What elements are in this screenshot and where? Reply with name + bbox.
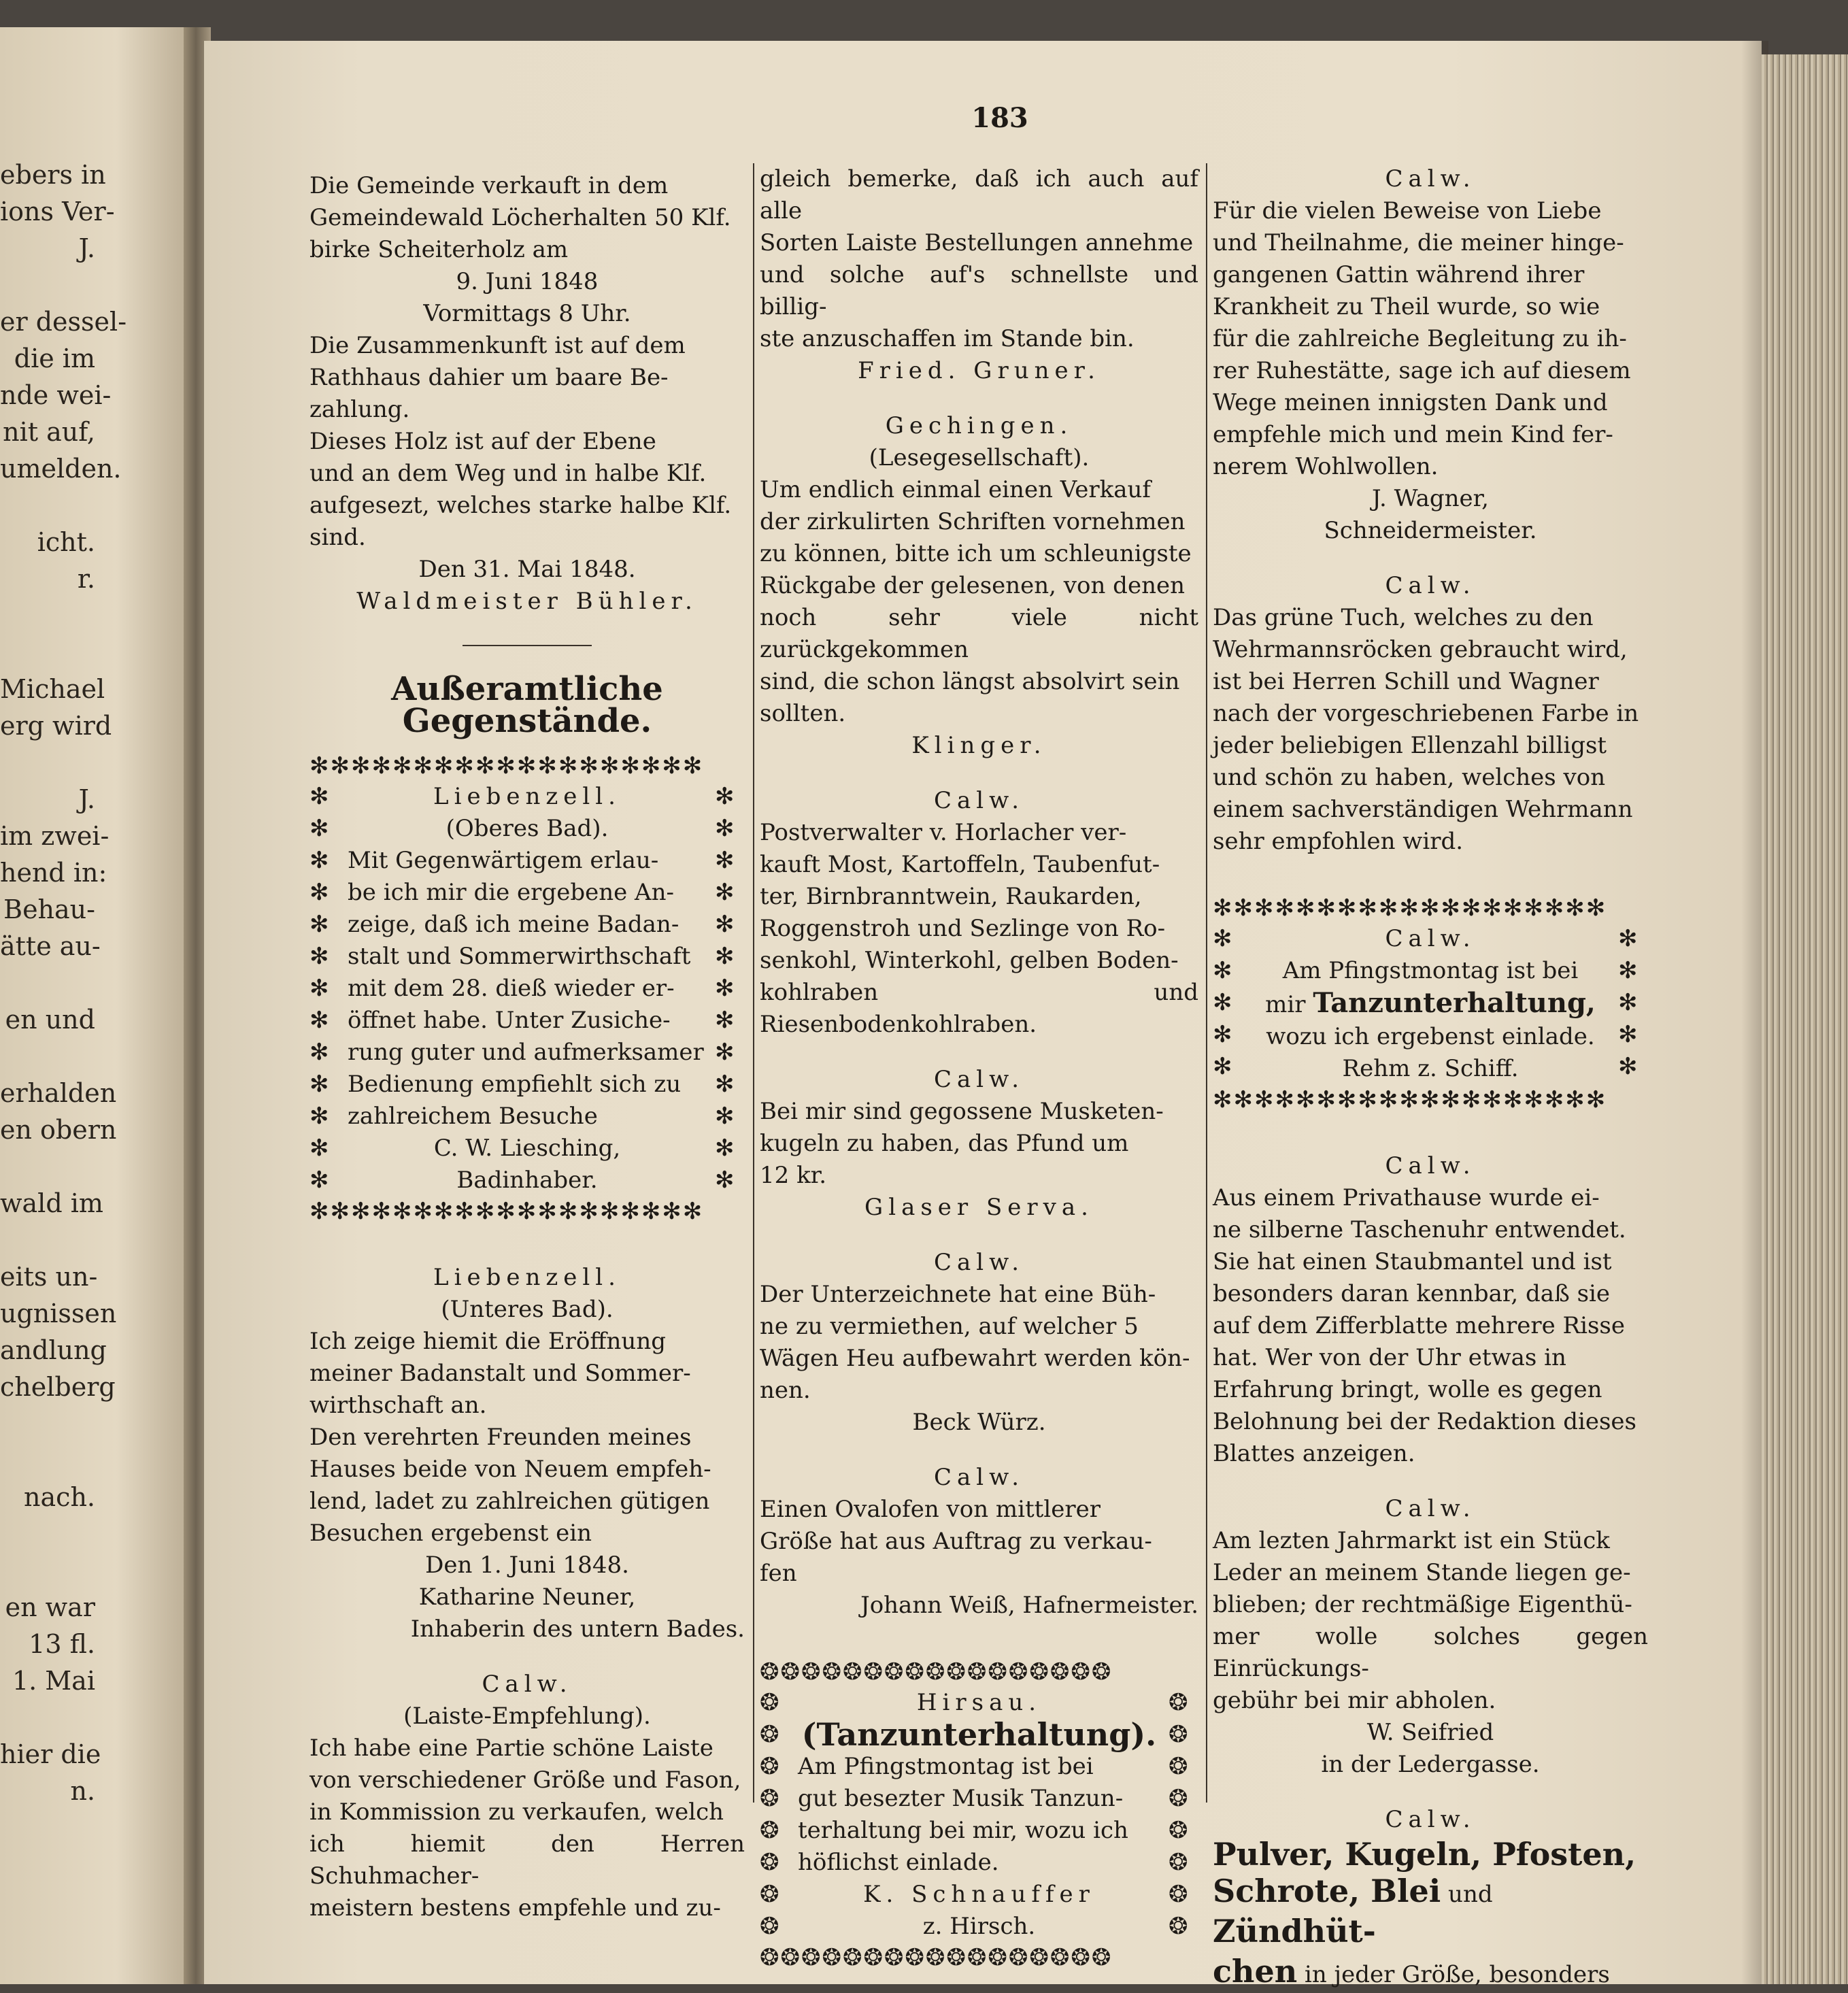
ad-body [309, 1732, 745, 1924]
text-line: Für die vielen Beweise von Liebe [1213, 197, 1602, 224]
ad-body: wozu ich ergebenst einlade. [1266, 1023, 1595, 1050]
ad-body [760, 817, 1198, 1041]
ad-liebenzell-unteres-bad [309, 1262, 745, 1645]
ad-calw-pulver [1213, 1804, 1648, 1993]
ad-calw-danksagung [1213, 163, 1648, 547]
left-fragment-line [0, 1515, 184, 1552]
text-line: Blattes anzeigen. [1213, 1440, 1415, 1467]
left-fragment-line: nde wei- [0, 380, 112, 410]
left-fragment-line: Behau- [3, 894, 95, 924]
ad-liebenzell-oberes-bad [309, 751, 745, 1226]
ad-place: Calw. [1385, 1495, 1476, 1522]
text-line: zeige, daß ich meine Badan- [348, 911, 679, 938]
ad-body [1213, 195, 1648, 483]
ad-calw-laiste [309, 1669, 745, 1924]
text-line: Belohnung bei der Redaktion dieses [1213, 1408, 1636, 1435]
left-fragment-line [0, 1038, 184, 1075]
text-line: ste anzuschaffen im Stande bin. [760, 325, 1135, 352]
text-line: ne zu vermiethen, auf welcher 5 [760, 1313, 1139, 1340]
text-line: in Kommission zu verkaufen, welch [309, 1798, 724, 1826]
left-fragment-line: n. [70, 1776, 95, 1806]
ad-place: Calw. [933, 1066, 1025, 1093]
left-page-text-fragments [0, 156, 184, 1809]
ad-body [1213, 1182, 1648, 1470]
text-line: rung guter und aufmerksamer [348, 1039, 704, 1066]
text-line: Die Zusammenkunft ist auf dem [309, 332, 686, 359]
ad-body [760, 1096, 1198, 1192]
text-line: nen. [760, 1377, 811, 1404]
left-fragment-line: erg wird [0, 711, 112, 741]
text-line: fen [760, 1560, 797, 1587]
left-fragment-line: Michael [0, 674, 105, 704]
text-line: höflichst einlade. [798, 1849, 999, 1876]
text-line: Am Pfingstmontag ist bei [798, 1753, 1094, 1780]
text-line: ne silberne Taschenuhr entwendet. [1213, 1216, 1626, 1243]
text-line: Hauses beide von Neuem empfeh- [309, 1456, 711, 1483]
left-fragment-line: ions Ver- [0, 197, 115, 227]
ornament-border-top: ✻✻✻✻✻✻✻✻✻✻✻✻✻✻✻✻✻✻✻ [309, 752, 704, 780]
column-rule-1 [753, 163, 754, 1803]
text-line: zahlreichem Besuche [348, 1103, 598, 1130]
text-line: Bei mir sind gegossene Musketen- [760, 1098, 1164, 1125]
ad-signature: Waldmeister Bühler. [356, 588, 698, 615]
ad-body: Am Pfingstmontag ist bei [1282, 957, 1579, 984]
ad-signature-title: in der Ledergasse. [1321, 1751, 1540, 1778]
text-line: wirthschaft an. [309, 1392, 487, 1419]
text-line: ist bei Herren Schill und Wagner [1213, 668, 1599, 695]
left-fragment-line: nit auf, [3, 417, 95, 447]
left-fragment-line [0, 487, 184, 524]
left-fragment-line: hend in: [0, 858, 107, 888]
ad-calw-horlacher [760, 785, 1198, 1041]
ad-calw-tanz [1213, 893, 1648, 1115]
ornament-border-bottom: ✻✻✻✻✻✻✻✻✻✻✻✻✻✻✻✻✻✻✻ [1213, 1086, 1607, 1113]
left-fragment-line [0, 1442, 184, 1479]
ad-place: Calw. [933, 1249, 1025, 1276]
left-fragment-line: en war [5, 1592, 95, 1622]
text-line: kugeln zu haben, das Pfund um [760, 1130, 1129, 1157]
text-line: zu können, bitte ich um schleunigste [760, 540, 1192, 567]
text-line: meiner Badanstalt und Sommer- [309, 1360, 691, 1387]
ad-subtitle: (Laiste-Empfehlung). [403, 1703, 651, 1730]
ad-body [309, 170, 745, 266]
left-fragment-line: die im [14, 344, 95, 373]
ad-time: Vormittags 8 Uhr. [423, 300, 631, 327]
left-fragment-line: umelden. [0, 454, 122, 484]
left-fragment-line [0, 1222, 184, 1258]
text-line: sehr empfohlen wird. [1213, 828, 1464, 855]
text-line: Sorten Laiste Bestellungen annehme [760, 229, 1194, 256]
left-fragment-line: 1. Mai [12, 1666, 95, 1696]
text-line: stalt und Sommerwirthschaft [348, 943, 691, 970]
ad-body [760, 1279, 1198, 1407]
ad-body [348, 845, 707, 1133]
text-line: Roggenstroh und Sezlinge von Ro- [760, 915, 1166, 942]
ad-calw-musketenkugeln [760, 1064, 1198, 1224]
text-line: noch sehr viele nicht zurückgekommen [760, 604, 1198, 663]
text-line: Ich zeige hiemit die Eröffnung [309, 1328, 666, 1355]
left-fragment-line: 13 fl. [29, 1629, 95, 1659]
section-divider [463, 645, 592, 646]
text-line: gebühr bei mir abholen. [1213, 1687, 1496, 1714]
text-line: terhaltung bei mir, wozu ich [798, 1817, 1128, 1844]
left-fragment-line: hier die [0, 1739, 101, 1769]
ornament-border-right: ✻✻✻✻✻✻✻✻✻✻✻✻✻ [715, 783, 735, 1194]
text-line: jeder beliebigen Ellenzahl billigst [1213, 732, 1607, 759]
ad-place: Calw. [482, 1671, 573, 1698]
text-line: aufgesezt, welches starke halbe Klf. [309, 492, 732, 519]
left-fragment-line: er dessel- [0, 307, 127, 337]
ornament-border-bottom: ✻✻✻✻✻✻✻✻✻✻✻✻✻✻✻✻✻✻✻ [309, 1198, 704, 1225]
left-fragment-line: r. [77, 564, 95, 594]
ad-dateline: Den 31. Mai 1848. [418, 556, 636, 583]
text-line: ter, Birnbranntwein, Raukarden, [760, 883, 1142, 910]
left-fragment-line [0, 597, 184, 634]
ad-body [760, 1494, 1198, 1590]
left-fragment-line: ugnissen [0, 1299, 117, 1328]
ad-calw-buehne [760, 1247, 1198, 1439]
text-line: Der Unterzeichnete hat eine Büh- [760, 1281, 1156, 1308]
ornament-border-left: ✻✻✻✻✻ [1213, 925, 1232, 1080]
ad-body [309, 1326, 745, 1550]
text-line: und solche auf's schnellste und billig- [760, 261, 1198, 320]
text-line: hat. Wer von der Uhr etwas in [1213, 1344, 1566, 1371]
ad-highlight: Tanzunterhaltung, [1313, 987, 1596, 1019]
ad-signature: Johann Weiß, Hafnermeister. [860, 1592, 1198, 1619]
ad-signature: Fried. Gruner. [858, 357, 1101, 384]
text-line: und an dem Weg und in halbe Klf. [309, 460, 707, 487]
ad-signature: C. W. Liesching, [433, 1135, 621, 1162]
text-line: rer Ruhestätte, sage ich auf diesem [1213, 357, 1631, 384]
text-line: Erfahrung bringt, wolle es gegen [1213, 1376, 1602, 1403]
text-line: und schön zu haben, welches von [1213, 764, 1606, 791]
text-line: Sie hat einen Staubmantel und ist [1213, 1248, 1612, 1275]
left-fragment-line: wald im [0, 1188, 103, 1218]
text-line: empfehle mich und mein Kind fer- [1213, 421, 1613, 448]
left-fragment-line [0, 965, 184, 1001]
text-line: Gemeindewald Löcherhalten 50 Klf. [309, 204, 731, 231]
text-line: 12 kr. [760, 1162, 826, 1189]
text-line: Den verehrten Freunden meines [309, 1424, 692, 1451]
ad-place: Calw. [1385, 1152, 1476, 1179]
text-line: kauft Most, Kartoffeln, Taubenfut- [760, 851, 1160, 878]
ad-body: mir Tanzunterhaltung, [1265, 987, 1596, 1019]
text-line: Am lezten Jahrmarkt ist ein Stück [1213, 1527, 1610, 1554]
ad-body [1213, 1525, 1648, 1717]
ad-signature: W. Seifried [1366, 1719, 1494, 1746]
ad-signature: K. Schnauffer [863, 1881, 1095, 1908]
left-fragment-line [0, 1148, 184, 1185]
ad-place: Gechingen. [885, 412, 1073, 439]
text-line: Postverwalter v. Horlacher ver- [760, 819, 1127, 846]
text-line: mer wolle solches gegen Einrückungs- [1213, 1623, 1648, 1682]
text-line: besonders daran kennbar, daß sie [1213, 1280, 1611, 1307]
text-line: sind, die schon längst absolvirt sein [760, 668, 1180, 695]
left-fragment-line: eits un- [0, 1262, 98, 1292]
text-line: gut besezter Musik Tanzun- [798, 1785, 1124, 1812]
ad-subtitle: (Unteres Bad). [441, 1296, 614, 1323]
left-fragment-line [0, 744, 184, 781]
text-line: be ich mir die ergebene An- [348, 879, 674, 906]
ad-place: Hirsau. [916, 1689, 1042, 1716]
column-rule-2 [1206, 163, 1207, 1803]
text-line: Leder an meinem Stande liegen ge- [1213, 1559, 1631, 1586]
left-fragment-line [0, 1552, 184, 1589]
ad-body [1213, 602, 1648, 858]
ad-date: 9. Juni 1848 [456, 268, 599, 295]
ad-subtitle: (Lesegesellschaft). [869, 444, 1090, 471]
ad-signature-title: Schneidermeister. [1324, 517, 1537, 544]
ad-calw-ovalofen [760, 1462, 1198, 1622]
left-fragment-line: J. [78, 233, 95, 263]
text-line: gleich bemerke, daß ich auch auf alle [760, 165, 1198, 224]
text-line: Wege meinen innigsten Dank und [1213, 389, 1608, 416]
ad-subtitle: (Tanzunterhaltung). [801, 1716, 1157, 1753]
text-line: einem sachverständigen Wehrmann [1213, 796, 1633, 823]
text-line: birke Scheiterholz am [309, 236, 569, 263]
text-line: Krankheit zu Theil wurde, so wie [1213, 293, 1600, 320]
text-line: Ich habe eine Partie schöne Laiste [309, 1735, 713, 1762]
text-line: lend, ladet zu zahlreichen gütigen [309, 1488, 710, 1515]
ornament-border-right: ❂❂❂❂❂❂❂❂ [1169, 1689, 1188, 1940]
ad-body [760, 474, 1198, 730]
page-edges [1762, 54, 1848, 1984]
text-line: gangenen Gattin während ihrer [1213, 261, 1585, 288]
text-line: Mit Gegenwärtigem erlau- [348, 847, 659, 874]
ad-place: Calw. [933, 787, 1025, 814]
section-heading: Außeramtliche Gegenstände. [391, 670, 663, 740]
ornament-border-left: ✻✻✻✻✻✻✻✻✻✻✻✻✻ [309, 783, 329, 1194]
ad-hirsau-tanz [760, 1657, 1198, 1973]
ad-signature-title: Badinhaber. [456, 1167, 598, 1194]
ad-signature: J. Wagner, [1372, 485, 1489, 512]
ad-place: Calw. [933, 1464, 1025, 1491]
ad-gechingen [760, 410, 1198, 762]
ornament-border-top: ✻✻✻✻✻✻✻✻✻✻✻✻✻✻✻✻✻✻✻ [1213, 894, 1607, 922]
text-line: Die Gemeinde verkauft in dem [309, 172, 669, 199]
ornament-border-left: ❂❂❂❂❂❂❂❂ [760, 1689, 779, 1940]
left-fragment-line: ätte au- [0, 931, 101, 961]
ornament-border-bottom: ❂❂❂❂❂❂❂❂❂❂❂❂❂❂❂❂❂ [760, 1944, 1113, 1971]
text-line: öffnet habe. Unter Zusiche- [348, 1007, 671, 1034]
ad-body [309, 330, 745, 554]
ad-laiste-continued [760, 163, 1198, 387]
ad-signature: Glaser Serva. [864, 1194, 1094, 1221]
text-line: Das grüne Tuch, welches zu den [1213, 604, 1594, 631]
text-line: senkohl, Winterkohl, gelben Boden- [760, 947, 1179, 974]
left-fragment-line [0, 1699, 184, 1736]
ad-signature: Beck Würz. [912, 1409, 1046, 1436]
text-line: nerem Wohlwollen. [1213, 453, 1439, 480]
ad-place: Calw. [1385, 925, 1476, 952]
text-line: kohlraben und Riesenbodenkohlraben. [760, 979, 1198, 1038]
left-fragment-line [0, 634, 184, 671]
left-fragment-line [0, 267, 184, 303]
text-line: Wägen Heu aufbewahrt werden kön- [760, 1345, 1190, 1372]
text-line: sind. [309, 524, 366, 551]
text-line: Um endlich einmal einen Verkauf [760, 476, 1151, 503]
text-line: Rathhaus dahier um baare Be- [309, 364, 669, 391]
ad-signature-title: z. Hirsch. [922, 1913, 1036, 1940]
left-fragment-line: J. [78, 784, 95, 814]
left-fragment-line [0, 1405, 184, 1442]
text-line: ich hiemit den Herren Schuhmacher- [309, 1830, 745, 1890]
text-line: Aus einem Privathause wurde ei- [1213, 1184, 1600, 1211]
ad-calw-taschenuhr [1213, 1150, 1648, 1470]
ad-place: Calw. [1385, 165, 1476, 192]
text-line: sollten. [760, 700, 846, 727]
text-line: für die zahlreiche Begleitung zu ih- [1213, 325, 1627, 352]
ad-body [760, 163, 1198, 355]
text-line: von verschiedener Größe und Fason, [309, 1766, 741, 1794]
column-2 [760, 163, 1198, 1985]
text-line: nach der vorgeschriebenen Farbe in [1213, 700, 1639, 727]
text-line: Einen Ovalofen von mittlerer [760, 1496, 1101, 1523]
text-line: Besuchen ergebenst ein [309, 1520, 592, 1547]
left-fragment-line: ebers in [0, 160, 106, 190]
text-line: auf dem Zifferblatte mehrere Risse [1213, 1312, 1625, 1339]
ad-signature-title: Inhaberin des untern Bades. [410, 1615, 745, 1643]
text-line: meistern bestens empfehle und zu- [309, 1894, 721, 1922]
text-line: und Theilnahme, die meiner hinge- [1213, 229, 1624, 256]
page-number: 183 [971, 102, 1028, 134]
ad-body-large: Pulver, Kugeln, Pfosten, [1213, 1836, 1636, 1873]
ornament-border-right: ✻✻✻✻✻ [1618, 925, 1638, 1080]
text-line: Größe hat aus Auftrag zu verkau- [760, 1528, 1152, 1555]
ad-body [798, 1751, 1160, 1879]
left-fragment-line: erhalden [0, 1078, 117, 1108]
text-line: der zirkulirten Schriften vornehmen [760, 508, 1186, 535]
ad-signature: Katharine Neuner, [418, 1584, 636, 1611]
ad-gemeinde-holz [309, 170, 745, 618]
ad-body: chen in jeder Größe, besonders [1213, 1953, 1610, 1990]
text-line: zahlung. [309, 396, 410, 423]
ad-place: Liebenzell. [433, 1264, 621, 1291]
text-line: Rückgabe der gelesenen, von denen [760, 572, 1185, 599]
text-line: Dieses Holz ist auf der Ebene [309, 428, 656, 455]
text-line: mit dem 28. dieß wieder er- [348, 975, 675, 1002]
left-fragment-line: im zwei- [0, 821, 110, 851]
ad-signature: Rehm z. Schiff. [1342, 1055, 1519, 1082]
column-1 [309, 170, 745, 1924]
ad-dateline: Den 1. Juni 1848. [425, 1552, 629, 1579]
ad-body-large: Schrote, Blei und Zündhüt- [1213, 1873, 1493, 1949]
ad-subtitle: (Oberes Bad). [446, 815, 609, 842]
ad-signature: Klinger. [911, 732, 1047, 759]
ad-place: Calw. [1385, 572, 1476, 599]
ornament-border-top: ❂❂❂❂❂❂❂❂❂❂❂❂❂❂❂❂❂ [760, 1658, 1113, 1686]
column-3 [1213, 163, 1648, 1993]
left-fragment-line: nach. [24, 1482, 95, 1512]
ad-calw-tuch [1213, 570, 1648, 858]
ad-place: Calw. [1385, 1806, 1476, 1833]
left-fragment-line: chelberg [0, 1372, 116, 1402]
left-fragment-line: en obern [0, 1115, 117, 1145]
text-line: Bedienung empfiehlt sich zu [348, 1071, 682, 1098]
text-line: Wehrmannsröcken gebraucht wird, [1213, 636, 1628, 663]
left-fragment-line: en und [5, 1005, 95, 1035]
text-line: blieben; der rechtmäßige Eigenthü- [1213, 1591, 1632, 1618]
ad-calw-leder [1213, 1493, 1648, 1781]
left-fragment-line: andlung [0, 1335, 107, 1365]
ad-place: Liebenzell. [433, 783, 621, 810]
left-fragment-line: icht. [37, 527, 95, 557]
